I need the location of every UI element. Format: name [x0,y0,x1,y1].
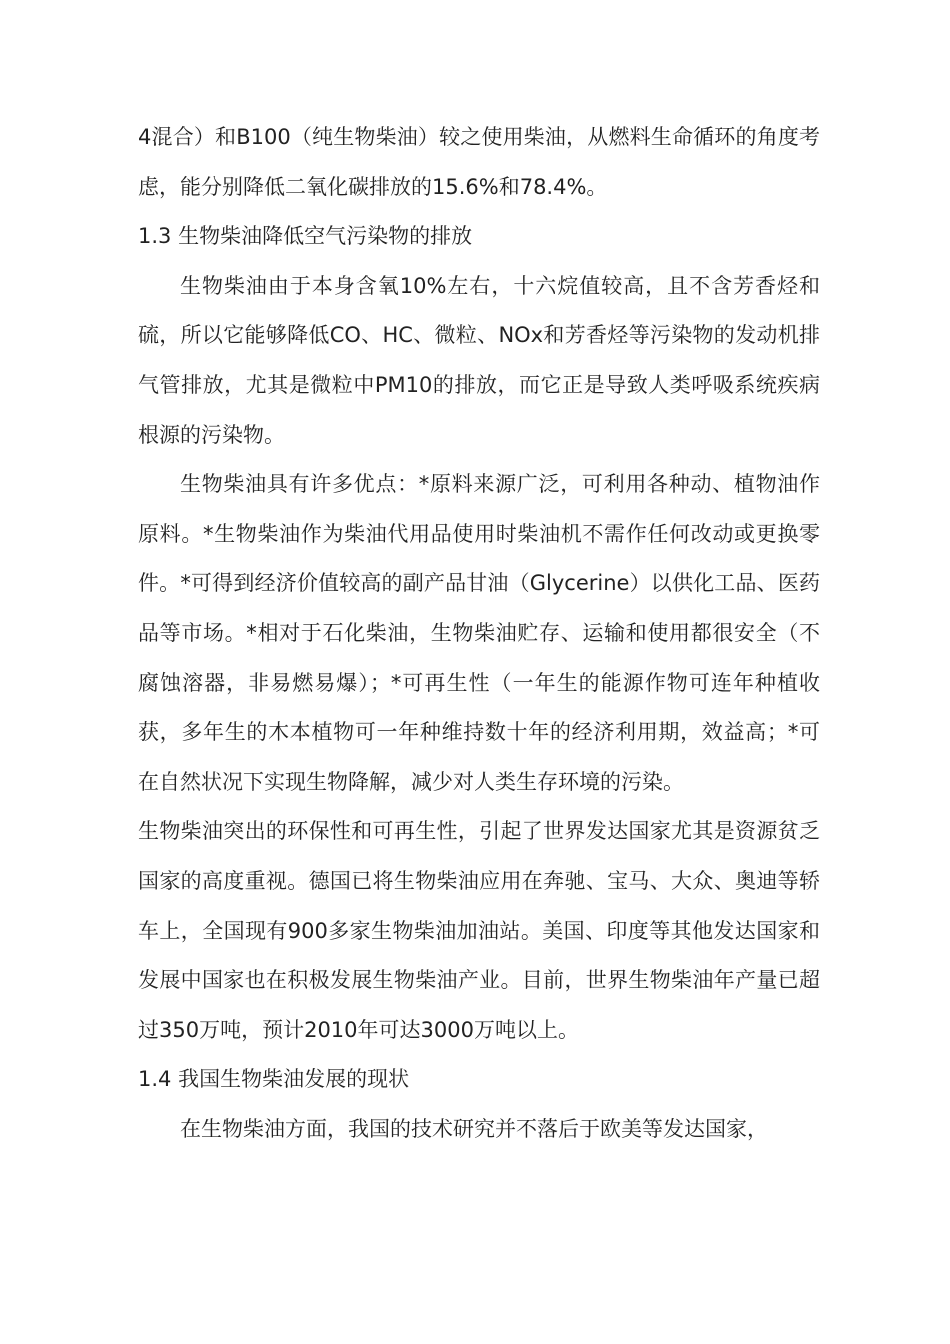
paragraph-world-development: 生物柴油突出的环保性和可再生性，引起了世界发达国家尤其是资源贫乏国家的高度重视。德国已将生物柴油应用在奔驰、宝马、大众、奥迪等轿车上，全国现有900多家生物柴油加油站。美国、印度等其他发达国家和发展中国家也在积极发展生物柴油产业。目前，世界生物柴油年产量已超过350万吨，预计2010年可达3000万吨以上。 [138,819,820,1042]
paragraph-pollutant-reduction: 生物柴油由于本身含氧10%左右，十六烷值较高，且不含芳香烃和硫，所以它能够降低CO、HC、微粒、NOx和芳香烃等污染物的发动机排气管排放，尤其是微粒中PM10的排放，而它正是导致人类呼吸系统疾病根源的污染物。 [138,273,820,447]
paragraph-emissions-reduction: 4混合）和B100（纯生物柴油）较之使用柴油，从燃料生命循环的角度考虑，能分别降低二氧化碳排放的15.6%和78.4%。 [138,125,820,199]
paragraph-china-status: 在生物柴油方面，我国的技术研究并不落后于欧美等发达国家， [180,1116,768,1141]
document-body [138,113,820,1154]
section-heading-1-4: 1.4 我国生物柴油发展的现状 [138,1067,410,1092]
section-heading-1-3: 1.3 生物柴油降低空气污染物的排放 [138,224,473,249]
paragraph-advantages: 生物柴油具有许多优点：*原料来源广泛，可利用各种动、植物油作原料。*生物柴油作为柴油代用品使用时柴油机不需作任何改动或更换零件。*可得到经济价值较高的副产品甘油（Glycerine）以供化工品、医药品等市场。*相对于石化柴油，生物柴油贮存、运输和使用都很安全（不腐蚀溶器，非易燃易爆）；*可再生性（一年生的能源作物可连年种植收获，多年生的木本植物可一年种维持数十年的经济利用期，效益高；*可在自然状况下实现生物降解，减少对人类生存环境的污染。 [138,472,820,794]
